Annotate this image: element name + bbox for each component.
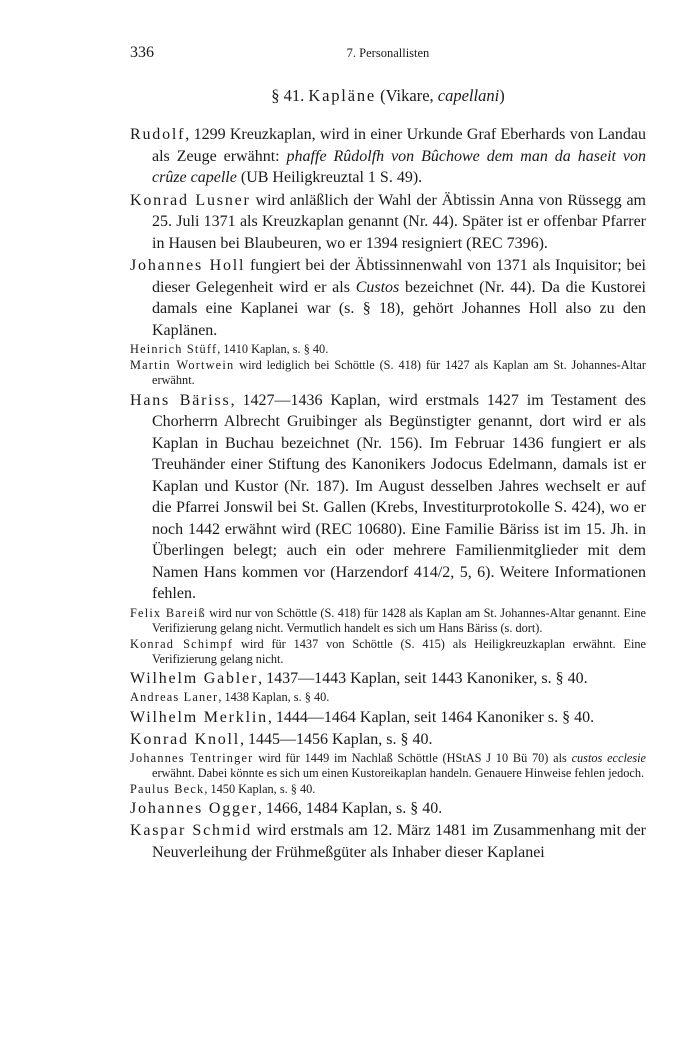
entry-text-end: (UB Heiligkreuztal 1 S. 49). [236, 169, 423, 186]
entry-wilhelm-gabler [130, 668, 646, 689]
entry-konrad-lusner [130, 190, 646, 255]
entry-text: , 1437—1443 Kaplan, seit 1443 Kanoniker, s. § 40. [258, 670, 588, 688]
entry-name: Hans Bäriss [130, 391, 231, 409]
entry-name: Martin Wortwein [130, 358, 235, 373]
entry-text: fungiert bei der Äbtissinnenwahl von 1371 als Inquisitor; bei dieser Gelegenheit wird er als [152, 257, 646, 296]
entry-felix-bareiss [130, 606, 646, 636]
entry-text-end: bezeichnet (Nr. 44). Da die Kustorei damals eine Kaplanei war (s. § 18), gehört Johannes Holl also zu den Kaplänen. [152, 278, 647, 339]
entry-name: Kaspar Schmid [130, 822, 253, 840]
section-subtitle-pre: (Vikare, [380, 86, 438, 105]
entry-name: Andreas Laner [130, 690, 219, 705]
entry-name: Johannes Ogger [130, 800, 258, 818]
entry-text: , 1299 Kreuzkaplan, wird in einer Urkunde Graf Eberhards von Landau als Zeuge erwähnt: [152, 126, 646, 165]
entry-text: , 1450 Kaplan, s. § 40. [204, 782, 316, 797]
entry-johannes-tentringer [130, 751, 646, 781]
entry-text: , 1438 Kaplan, s. § 40. [218, 690, 330, 705]
entry-name: Wilhelm Merklin [130, 708, 268, 726]
entry-text: wird für 1449 im Nachlaß Schöttle (HStAS J 10 Bü 70) als [253, 750, 572, 765]
entry-text-end: erwähnt. Dabei könnte es sich um einen Kustoreikaplan handeln. Genauere Hinweise fehlen jedoch. [152, 765, 645, 780]
entry-term: Custos [355, 278, 400, 296]
running-title: 7. Personallisten [346, 46, 430, 60]
entry-andreas-laner [130, 690, 646, 705]
entry-name: Konrad Schimpf [130, 637, 234, 652]
entry-text: wird lediglich bei Schöttle (S. 418) für 1427 als Kaplan am St. Johannes-Altar erwähnt. [152, 358, 646, 388]
entry-konrad-knoll [130, 729, 646, 750]
entry-name: Wilhelm Gabler [130, 670, 259, 688]
entry-text: , 1427—1436 Kaplan, wird erstmals 1427 im Testament des Chorherrn Albrecht Gruibinger als Begünstigter genannt, dort wird er als Kaplan in Buchau bezeichnet (Nr. 156). Im Februar 1436 fungiert er als Treuhänder einer Stiftung des Kanonikers Jodocus Edelmann, damals ist er Kaplan und Kustor (Nr. 187). Im August desselben Jahres wechselt er auf die Pfarrei Jonswil bei St. Gallen (Krebs, Investiturprotokolle S. 424), wo er noch 1442 erwähnt wird (REC 10680). Eine Familie Bäriss ist im 15. Jh. in Überlingen belegt; auch ein oder mehrere Familienmitglieder mit dem Namen Hans kommen vor (Harzendorf 414/2, 5, 6). Weitere Informationen fehlen. [152, 391, 646, 603]
entry-rudolf [130, 124, 646, 189]
entry-name: Konrad Lusner [130, 191, 251, 209]
entry-paulus-beck [130, 782, 646, 797]
entry-text: , 1444—1464 Kaplan, seit 1464 Kanoniker s. § 40. [267, 708, 595, 726]
section-heading: Kapläne [308, 86, 376, 105]
entry-text: , 1466, 1484 Kaplan, s. § 40. [257, 800, 443, 818]
entry-text: wird für 1437 von Schöttle (S. 415) als Heiligkreuzkaplan erwähnt. Eine Verifizierung gelang nicht. [152, 637, 646, 667]
page-header [130, 44, 646, 66]
entry-wilhelm-merklin [130, 707, 646, 728]
entry-text: wird nur von Schöttle (S. 418) für 1428 als Kaplan am St. Johannes-Altar genannt. Eine Verifizierung gelang nicht. Vermutlich handelt es sich um Hans Bäriss (s. dort). [152, 605, 646, 635]
entry-text: wird erstmals am 12. März 1481 im Zusammenhang mit der Neuverleihung der Frühmeßgüter als Inhaber dieser Kaplanei [152, 822, 647, 861]
section-number: § 41. [271, 86, 305, 105]
section-subtitle-post: ) [499, 86, 505, 105]
entry-name: Johannes Holl [130, 257, 246, 274]
entry-name: Konrad Knoll [130, 730, 241, 748]
entry-martin-wortwein [130, 358, 646, 388]
entry-text: , 1410 Kaplan, s. § 40. [217, 342, 329, 356]
entry-johannes-holl [130, 255, 646, 341]
entry-name: Felix Bareiß [130, 605, 206, 620]
entry-konrad-schimpf [130, 637, 646, 667]
section-subtitle-italic: capellani [437, 86, 500, 105]
section-title [130, 86, 646, 106]
entry-kaspar-schmid [130, 820, 646, 863]
entry-quote: phaffe Rûdolfh von Bûchowe dem man da haseit von crûze capelle [152, 147, 646, 186]
entry-name: Heinrich Stüff [130, 342, 218, 356]
entry-johannes-ogger [130, 798, 646, 819]
entry-name: Paulus Beck [130, 782, 205, 797]
entry-name: Rudolf [130, 126, 186, 143]
entry-name: Johannes Tentringer [130, 750, 254, 765]
document-page [130, 44, 646, 864]
entry-hans-baeriss [130, 390, 646, 605]
entry-term: custos ecclesie [571, 750, 646, 765]
page-number: 336 [130, 44, 154, 61]
entry-heinrich-stueff [130, 342, 646, 357]
entry-text: wird anläßlich der Wahl der Äbtissin Anna von Rüssegg am 25. Juli 1371 als Kreuzkaplan genannt (Nr. 44). Später ist er offenbar Pfarrer in Hausen bei Blaubeuren, wo er 1394 resigniert (REC 7396). [152, 191, 646, 252]
entry-text: , 1445—1456 Kaplan, s. § 40. [240, 730, 433, 748]
